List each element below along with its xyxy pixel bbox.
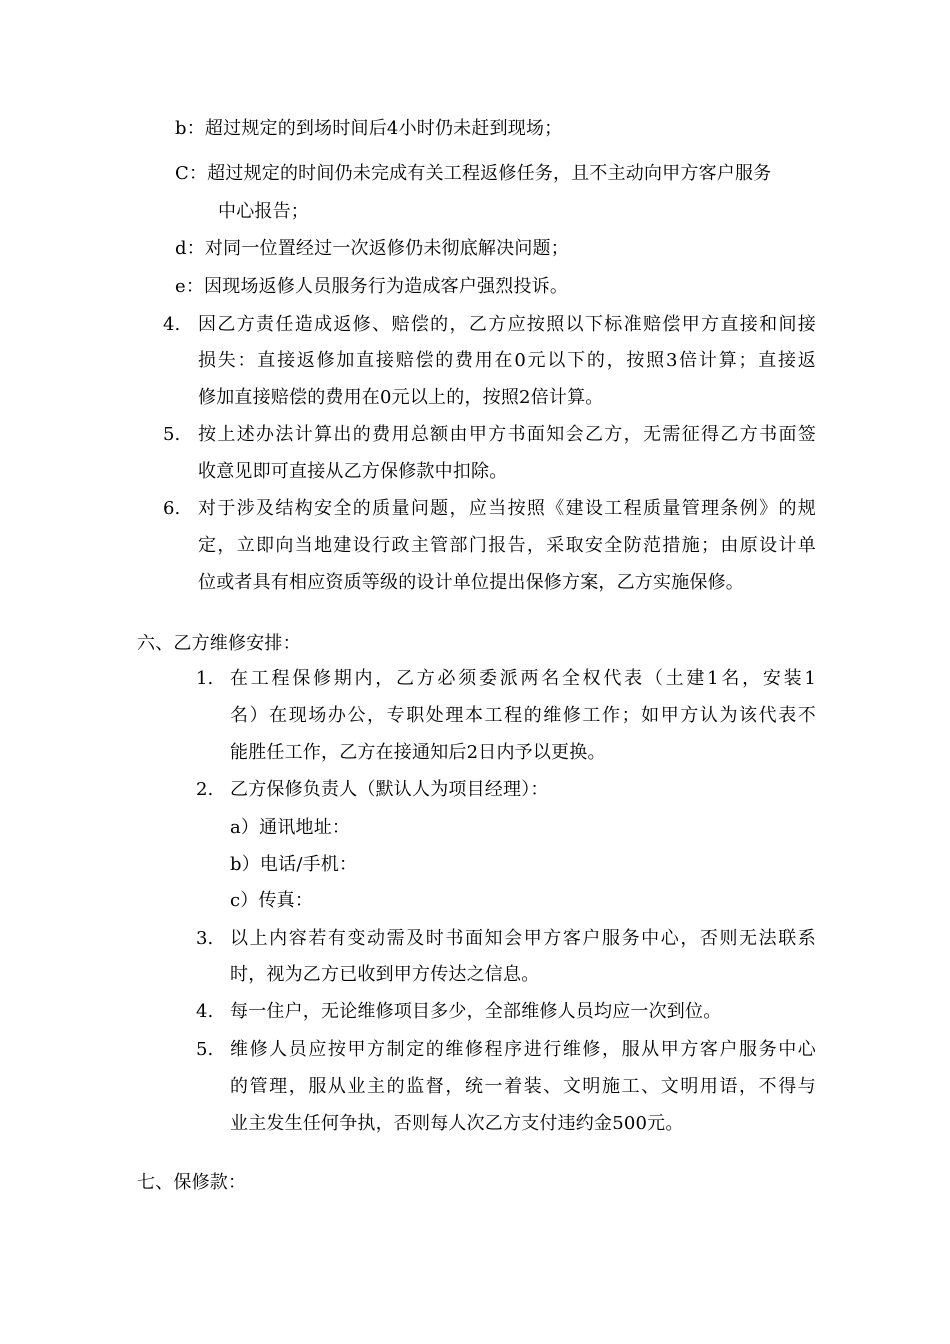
s6-item-1-line-2: 名）在现场办公，专职处理本工程的维修工作；如甲方认为该代表不: [230, 705, 816, 726]
item-number: 3.: [196, 928, 214, 949]
sub-item-c-continuation: 中心报告；: [218, 201, 309, 222]
item-number: 4.: [196, 1001, 214, 1022]
s6-item-3-line-2: 时，视为乙方已收到甲方传达之信息。: [230, 964, 540, 985]
section-6-heading: 六、乙方维修安排：: [137, 633, 301, 654]
item-number: 4.: [163, 314, 181, 335]
s6-item-1-line-1: 在工程保修期内，乙方必须委派两名全权代表（土建1名，安装1: [230, 668, 816, 689]
item-number: 2.: [196, 779, 214, 800]
item-6-line-1: 对于涉及结构安全的质量问题，应当按照《建设工程质量管理条例》的规: [198, 498, 816, 519]
sub-item-e: e：因现场返修人员服务行为造成客户强烈投诉。: [175, 276, 569, 297]
s6-item-2-line-1: 乙方保修负责人（默认人为项目经理）：: [230, 779, 549, 800]
contact-phone-label: b）电话/手机：: [230, 854, 358, 875]
item-4-line-1: 因乙方责任造成返修、赔偿的，乙方应按照以下标准赔偿甲方直接和间接: [198, 314, 816, 335]
item-number: 5.: [196, 1039, 214, 1060]
sub-item-c: C：超过规定的时间仍未完成有关工程返修任务，且不主动向甲方客户服务: [175, 163, 772, 184]
item-5-line-2: 收意见即可直接从乙方保修款中扣除。: [198, 461, 508, 482]
sub-item-b: b：超过规定的到场时间后4小时仍未赶到现场；: [175, 118, 563, 139]
item-6-line-2: 定，立即向当地建设行政主管部门报告，采取安全防范措施；由原设计单: [198, 535, 816, 556]
item-6-line-3: 位或者具有相应资质等级的设计单位提出保修方案，乙方实施保修。: [198, 572, 744, 593]
sub-item-d: d：对同一位置经过一次返修仍未彻底解决问题；: [175, 238, 569, 259]
s6-item-5-line-2: 的管理，服从业主的监督，统一着装、文明施工、文明用语，不得与: [230, 1076, 816, 1097]
item-number: 5.: [163, 424, 181, 445]
item-number: 6.: [163, 498, 181, 519]
s6-item-5-line-3: 业主发生任何争执，否则每人次乙方支付违约金500元。: [230, 1113, 684, 1134]
item-4-line-3: 修加直接赔偿的费用在0元以上的，按照2倍计算。: [198, 387, 604, 408]
section-7-heading: 七、保修款：: [137, 1172, 247, 1193]
item-number: 1.: [196, 668, 214, 689]
contact-fax-label: c）传真：: [230, 890, 314, 911]
contact-address-label: a）通讯地址：: [230, 817, 351, 838]
item-4-line-2: 损失：直接返修加直接赔偿的费用在0元以下的，按照3倍计算；直接返: [198, 350, 816, 371]
s6-item-4-line-1: 每一住户，无论维修项目多少，全部维修人员均应一次到位。: [230, 1001, 722, 1022]
s6-item-5-line-1: 维修人员应按甲方制定的维修程序进行维修，服从甲方客户服务中心: [230, 1039, 816, 1060]
s6-item-1-line-3: 能胜任工作，乙方在接通知后2日内予以更换。: [230, 742, 606, 763]
s6-item-3-line-1: 以上内容若有变动需及时书面知会甲方客户服务中心，否则无法联系: [230, 928, 816, 949]
item-5-line-1: 按上述办法计算出的费用总额由甲方书面知会乙方，无需征得乙方书面签: [198, 424, 816, 445]
